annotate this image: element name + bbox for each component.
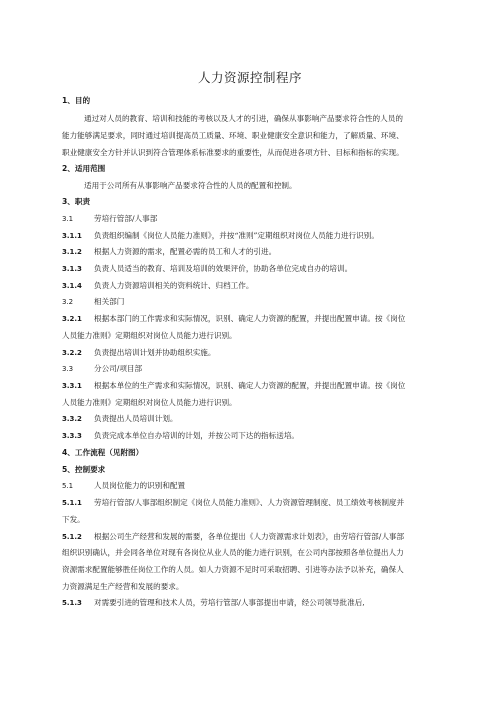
item-number: 3.3.2	[62, 415, 82, 423]
item-text-continued: 下发。	[62, 515, 85, 524]
item-number: 5.1.1	[62, 499, 82, 507]
item-text: 劳培行管部/人事部	[94, 214, 158, 223]
item-number: 3.1.4	[62, 282, 82, 290]
item-number: 3.1	[62, 215, 74, 223]
section-5-heading: 5、控制要求	[62, 465, 106, 474]
item-text: 根据人力资源的需求，配置必需的员工和人才的引进。	[94, 247, 277, 256]
item-text: 根据公司生产经营和发展的需要，各单位提出《人力资源需求计划表》，由劳培行管部/人事部	[94, 532, 405, 541]
section-2-heading: 2、适用范围	[62, 164, 106, 173]
section-4-heading: 4、工作流程（见附图）	[62, 448, 144, 457]
item-text: 相关部门	[94, 297, 125, 306]
section-1-line-1: 通过对人员的教育、培训和技能的考核以及人才的引进，确保从事影响产品要求符合性的人员的	[84, 114, 403, 123]
item-text-continued: 人员能力准则》定期组织对岗位人员能力进行识别。	[62, 331, 237, 340]
item-text: 负责提出人员培训计划。	[94, 414, 178, 423]
item-text: 分公司/项目部	[94, 364, 143, 373]
section-1-line-2: 能力能够满足要求，同时通过培训提高员工质量、环境、职业健康安全意识和能力，了解质量、环境、	[62, 131, 404, 140]
item-text: 根据本单位的生产需求和实际情况，识别、确定人力资源的配置，并提出配置申请。按《岗位	[94, 381, 406, 390]
item-number: 3.1.2	[62, 248, 82, 256]
item-text-continued: 资源需求配置能够胜任岗位工作的人员。如人力资源不足时可采取招聘、引进等办法予以补充，确保人	[62, 565, 404, 574]
item-text: 负责组织编制《岗位人员能力准则》，并按“准则”定期组织对岗位人员能力进行识别。	[94, 231, 379, 240]
item-text: 负责提出培训计划并协助组织实施。	[94, 348, 216, 357]
item-text: 负责人力资源培训相关的资料统计、归档工作。	[94, 281, 254, 290]
item-number: 5.1.2	[62, 533, 82, 541]
item-number: 3.3.3	[62, 432, 82, 440]
document-title: 人力资源控制程序	[197, 70, 302, 85]
item-number: 3.1.1	[62, 232, 82, 240]
section-3-heading: 3、职责	[62, 197, 91, 206]
item-text-continued: 人员能力准则》定期组织对岗位人员能力进行识别。	[62, 398, 237, 407]
item-number: 5.1	[62, 482, 74, 490]
item-number: 3.2.1	[62, 315, 82, 323]
item-text: 对需要引进的管理和技术人员，劳培行管部/人事部提出申请，经公司领导批准后,	[94, 598, 365, 607]
item-text: 劳培行管部/人事部组织制定《岗位人员能力准则》、人力资源管理制度、员工绩效考核制度并	[94, 498, 405, 507]
section-1-line-3: 职业健康安全方针并认识到符合管理体系标准要求的重要性，从而促进各项方针、目标和指标的实现。	[62, 148, 404, 157]
item-number: 5.1.3	[62, 599, 82, 607]
item-text-continued: 组织识别确认，并会同各单位对现有各岗位从业人员的能力进行识别，在公司内部按照各单位提出人力	[62, 548, 404, 557]
item-number: 3.3	[62, 365, 74, 373]
section-1-heading: 1、目的	[62, 96, 91, 105]
section-2-line-1: 适用于公司所有从事影响产品要求符合性的人员的配置和控制。	[84, 181, 297, 190]
item-number: 3.1.3	[62, 265, 82, 273]
item-text: 根据本部门的工作需求和实际情况，识别、确定人力资源的配置，并提出配置申请。按《岗位	[94, 314, 406, 323]
item-number: 3.2.2	[62, 349, 82, 357]
item-text: 负责完成本单位自办培训的计划，并按公司下达的指标送培。	[94, 431, 300, 440]
item-number: 3.3.1	[62, 382, 82, 390]
item-text: 负责人员适当的教育、培训及培训的效果评价，协助各单位完成自办的培训。	[94, 264, 353, 273]
item-number: 3.2	[62, 298, 74, 306]
item-text-continued: 力资源满足生产经营和发展的要求。	[62, 582, 184, 591]
item-text: 人员岗位能力的识别和配置	[94, 481, 186, 490]
